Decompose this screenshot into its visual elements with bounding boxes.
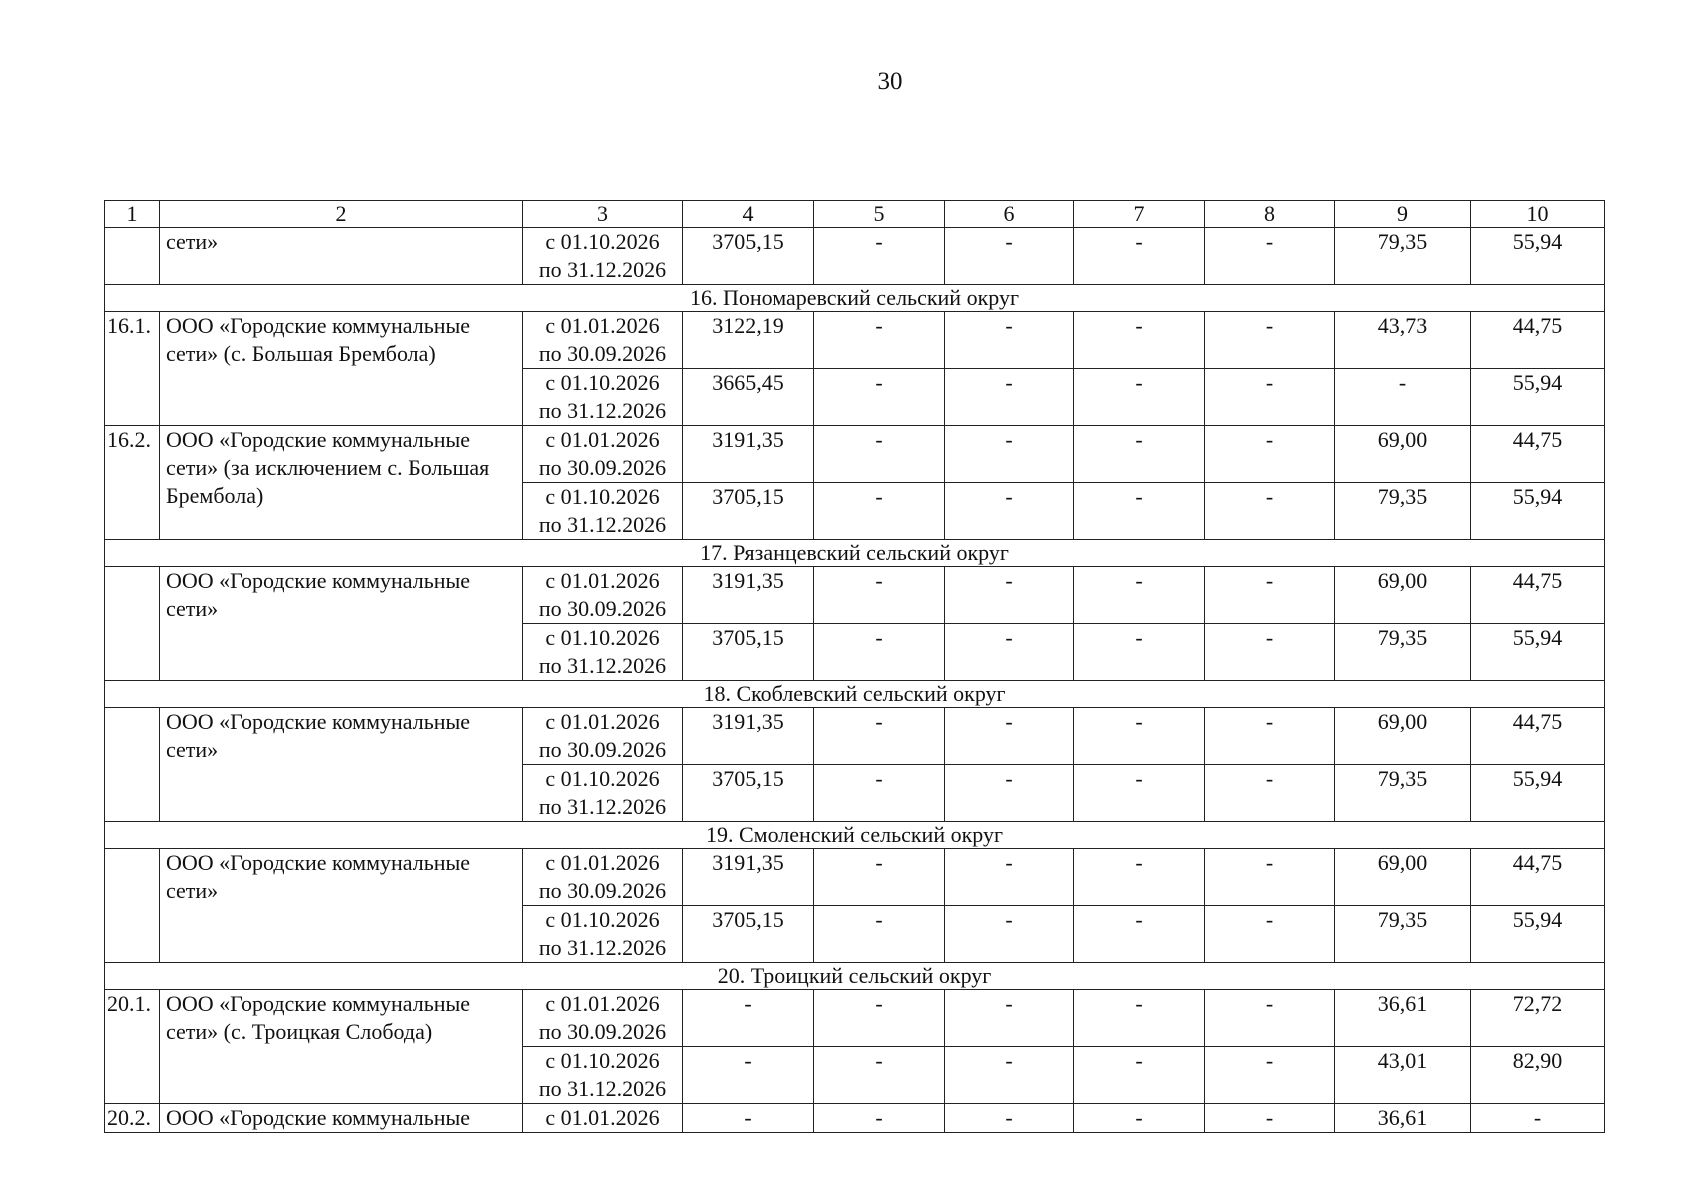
value-col-4: 3705,15 [683, 483, 814, 540]
value-col-10: 55,94 [1471, 228, 1605, 285]
value-col-5: - [814, 765, 945, 822]
value-col-10: 55,94 [1471, 483, 1605, 540]
value-col-9: 43,73 [1335, 312, 1471, 369]
period-to: по 30.09.2026 [538, 878, 667, 903]
column-header-10: 10 [1471, 201, 1605, 228]
organization-name: ООО «Городские коммунальные [160, 1104, 523, 1133]
value-col-8: - [1205, 228, 1335, 285]
value-col-10: 82,90 [1471, 1047, 1605, 1104]
value-col-9: 79,35 [1335, 483, 1471, 540]
period-cell [523, 624, 683, 681]
period-to: по 31.12.2026 [538, 1076, 667, 1101]
value-col-6: - [945, 567, 1074, 624]
value-col-7: - [1074, 426, 1205, 483]
value-col-5: - [814, 228, 945, 285]
period-from: с 01.01.2026 [545, 568, 660, 593]
row-number [105, 228, 160, 285]
table-row [105, 990, 1605, 1047]
value-col-7: - [1074, 567, 1205, 624]
value-col-8: - [1205, 312, 1335, 369]
column-header-3: 3 [523, 201, 683, 228]
section-row [105, 681, 1605, 708]
period-to: по 30.09.2026 [538, 1019, 667, 1044]
row-number [105, 567, 160, 681]
period-cell [523, 567, 683, 624]
value-col-10: - [1471, 1104, 1605, 1133]
value-col-6: - [945, 849, 1074, 906]
column-header-4: 4 [683, 201, 814, 228]
period-from: с 01.01.2026 [545, 850, 660, 875]
section-row [105, 822, 1605, 849]
table-row [105, 312, 1605, 369]
value-col-7: - [1074, 708, 1205, 765]
row-number: 16.2. [105, 426, 160, 540]
period-to: по 30.09.2026 [538, 341, 667, 366]
organization-name: ООО «Городские коммунальные сети» (с. Троицкая Слобода) [160, 990, 523, 1104]
value-col-4: 3705,15 [683, 765, 814, 822]
table-body [105, 201, 1605, 1133]
section-title: 19. Смоленский сельский округ [105, 822, 1605, 849]
column-header-5: 5 [814, 201, 945, 228]
value-col-9: 69,00 [1335, 567, 1471, 624]
value-col-4: 3191,35 [683, 849, 814, 906]
value-col-5: - [814, 312, 945, 369]
value-col-9: 69,00 [1335, 426, 1471, 483]
organization-name: ООО «Городские коммунальные сети» [160, 567, 523, 681]
section-title: 17. Рязанцевский сельский округ [105, 540, 1605, 567]
value-col-10: 44,75 [1471, 426, 1605, 483]
section-row [105, 963, 1605, 990]
period-from: с 01.10.2026 [545, 766, 660, 791]
value-col-7: - [1074, 1047, 1205, 1104]
value-col-7: - [1074, 483, 1205, 540]
table-row [105, 849, 1605, 906]
value-col-4: 3705,15 [683, 228, 814, 285]
value-col-4: 3705,15 [683, 624, 814, 681]
value-col-4: - [683, 1104, 814, 1133]
value-col-8: - [1205, 483, 1335, 540]
table-row [105, 426, 1605, 483]
period-cell [523, 708, 683, 765]
column-header-1: 1 [105, 201, 160, 228]
period-from: с 01.01.2026 [545, 313, 660, 338]
value-col-8: - [1205, 765, 1335, 822]
section-row [105, 540, 1605, 567]
value-col-6: - [945, 708, 1074, 765]
value-col-7: - [1074, 906, 1205, 963]
value-col-8: - [1205, 708, 1335, 765]
section-title: 20. Троицкий сельский округ [105, 963, 1605, 990]
period-from: с 01.01.2026 [545, 1105, 660, 1130]
value-col-6: - [945, 312, 1074, 369]
period-cell [523, 1104, 683, 1133]
table-row [105, 228, 1605, 285]
period-from: с 01.10.2026 [545, 370, 660, 395]
period-cell [523, 483, 683, 540]
value-col-4: 3191,35 [683, 426, 814, 483]
column-header-6: 6 [945, 201, 1074, 228]
period-from: с 01.10.2026 [545, 907, 660, 932]
value-col-10: 55,94 [1471, 369, 1605, 426]
section-title: 18. Скоблевский сельский округ [105, 681, 1605, 708]
value-col-10: 72,72 [1471, 990, 1605, 1047]
period-to: по 30.09.2026 [538, 737, 667, 762]
row-number [105, 708, 160, 822]
table-row [105, 1104, 1605, 1133]
tariff-table [104, 200, 1605, 1133]
period-from: с 01.10.2026 [545, 1048, 660, 1073]
value-col-9: 79,35 [1335, 765, 1471, 822]
period-cell [523, 906, 683, 963]
value-col-10: 44,75 [1471, 567, 1605, 624]
value-col-5: - [814, 990, 945, 1047]
row-number: 20.2. [105, 1104, 160, 1133]
period-cell [523, 228, 683, 285]
value-col-6: - [945, 228, 1074, 285]
value-col-7: - [1074, 228, 1205, 285]
value-col-6: - [945, 1104, 1074, 1133]
value-col-8: - [1205, 906, 1335, 963]
value-col-10: 44,75 [1471, 312, 1605, 369]
value-col-8: - [1205, 990, 1335, 1047]
table-row [105, 708, 1605, 765]
value-col-8: - [1205, 624, 1335, 681]
value-col-8: - [1205, 369, 1335, 426]
value-col-10: 55,94 [1471, 765, 1605, 822]
value-col-5: - [814, 849, 945, 906]
period-from: с 01.10.2026 [545, 229, 660, 254]
organization-name: ООО «Городские коммунальные сети» (за исключением с. Большая Брембола) [160, 426, 523, 540]
column-header-2: 2 [160, 201, 523, 228]
value-col-5: - [814, 906, 945, 963]
value-col-10: 55,94 [1471, 624, 1605, 681]
value-col-4: - [683, 990, 814, 1047]
value-col-6: - [945, 483, 1074, 540]
value-col-8: - [1205, 1104, 1335, 1133]
value-col-7: - [1074, 369, 1205, 426]
value-col-5: - [814, 483, 945, 540]
period-cell [523, 849, 683, 906]
value-col-10: 44,75 [1471, 708, 1605, 765]
organization-name: ООО «Городские коммунальные сети» [160, 708, 523, 822]
value-col-9: 69,00 [1335, 708, 1471, 765]
organization-name: ООО «Городские коммунальные сети» (с. Большая Брембола) [160, 312, 523, 426]
value-col-4: 3665,45 [683, 369, 814, 426]
value-col-8: - [1205, 567, 1335, 624]
value-col-6: - [945, 369, 1074, 426]
value-col-6: - [945, 990, 1074, 1047]
value-col-5: - [814, 567, 945, 624]
period-cell [523, 312, 683, 369]
value-col-5: - [814, 708, 945, 765]
row-number: 20.1. [105, 990, 160, 1104]
value-col-4: 3705,15 [683, 906, 814, 963]
value-col-9: - [1335, 369, 1471, 426]
value-col-6: - [945, 426, 1074, 483]
period-cell [523, 990, 683, 1047]
value-col-9: 36,61 [1335, 1104, 1471, 1133]
period-from: с 01.10.2026 [545, 625, 660, 650]
value-col-5: - [814, 1104, 945, 1133]
organization-name: ООО «Городские коммунальные сети» [160, 849, 523, 963]
value-col-7: - [1074, 624, 1205, 681]
value-col-4: 3122,19 [683, 312, 814, 369]
period-to: по 30.09.2026 [538, 455, 667, 480]
period-to: по 31.12.2026 [538, 512, 667, 537]
period-from: с 01.01.2026 [545, 991, 660, 1016]
page-number: 30 [877, 68, 903, 95]
value-col-8: - [1205, 426, 1335, 483]
column-header-7: 7 [1074, 201, 1205, 228]
period-cell [523, 765, 683, 822]
period-cell [523, 1047, 683, 1104]
value-col-6: - [945, 1047, 1074, 1104]
value-col-9: 79,35 [1335, 624, 1471, 681]
period-cell [523, 369, 683, 426]
row-number: 16.1. [105, 312, 160, 426]
value-col-9: 36,61 [1335, 990, 1471, 1047]
value-col-7: - [1074, 312, 1205, 369]
period-from: с 01.01.2026 [545, 427, 660, 452]
period-to: по 31.12.2026 [538, 935, 667, 960]
period-to: по 30.09.2026 [538, 596, 667, 621]
value-col-5: - [814, 624, 945, 681]
section-title: 16. Пономаревский сельский округ [105, 285, 1605, 312]
period-from: с 01.01.2026 [545, 709, 660, 734]
value-col-5: - [814, 1047, 945, 1104]
period-to: по 31.12.2026 [538, 794, 667, 819]
value-col-5: - [814, 426, 945, 483]
period-cell [523, 426, 683, 483]
value-col-7: - [1074, 990, 1205, 1047]
section-row [105, 285, 1605, 312]
period-from: с 01.10.2026 [545, 484, 660, 509]
value-col-10: 44,75 [1471, 849, 1605, 906]
organization-name: сети» [160, 228, 523, 285]
value-col-7: - [1074, 849, 1205, 906]
value-col-5: - [814, 369, 945, 426]
value-col-4: - [683, 1047, 814, 1104]
period-to: по 31.12.2026 [538, 653, 667, 678]
value-col-10: 55,94 [1471, 906, 1605, 963]
period-to: по 31.12.2026 [538, 257, 667, 282]
column-header-8: 8 [1205, 201, 1335, 228]
value-col-9: 79,35 [1335, 228, 1471, 285]
row-number [105, 849, 160, 963]
value-col-9: 43,01 [1335, 1047, 1471, 1104]
column-header-9: 9 [1335, 201, 1471, 228]
value-col-7: - [1074, 1104, 1205, 1133]
value-col-9: 79,35 [1335, 906, 1471, 963]
value-col-8: - [1205, 1047, 1335, 1104]
value-col-6: - [945, 765, 1074, 822]
value-col-9: 69,00 [1335, 849, 1471, 906]
period-to: по 31.12.2026 [538, 398, 667, 423]
value-col-7: - [1074, 765, 1205, 822]
table-row [105, 567, 1605, 624]
value-col-4: 3191,35 [683, 708, 814, 765]
value-col-4: 3191,35 [683, 567, 814, 624]
column-number-row [105, 201, 1605, 228]
value-col-8: - [1205, 849, 1335, 906]
value-col-6: - [945, 906, 1074, 963]
value-col-6: - [945, 624, 1074, 681]
